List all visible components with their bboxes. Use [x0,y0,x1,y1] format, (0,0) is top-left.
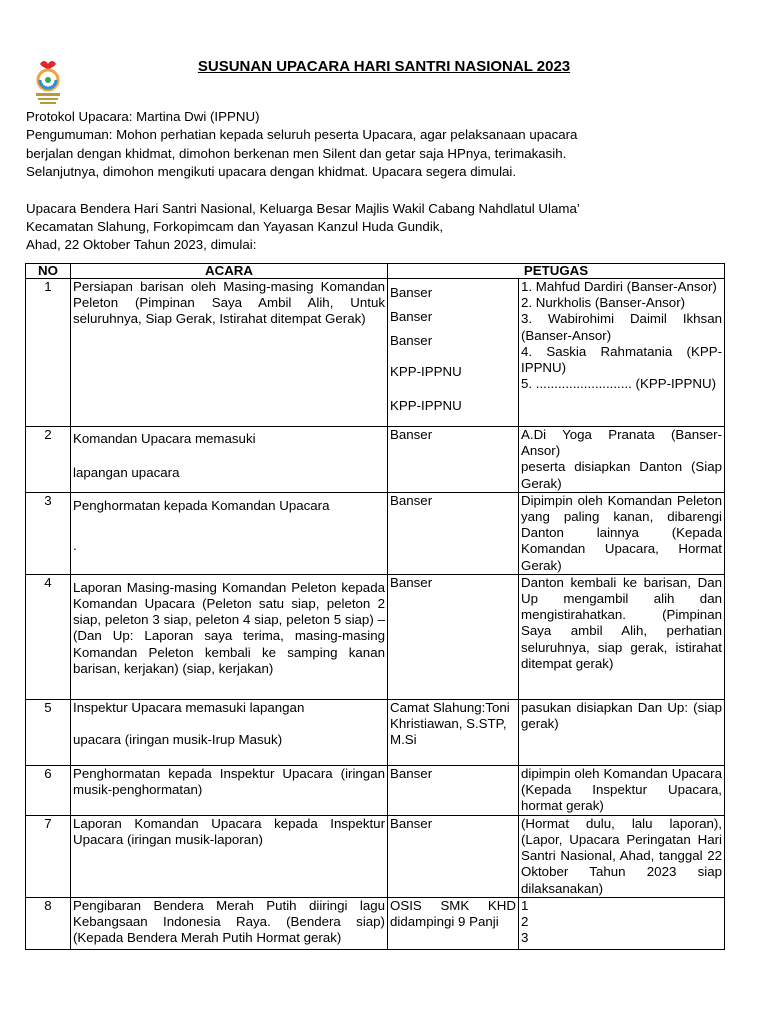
row-acara [71,427,388,493]
acara-line: Komandan Upacara memasuki [73,431,256,446]
schedule-table [25,263,725,950]
acara-line: Inspektur Upacara memasuki lapangan [73,699,305,715]
table-row [26,279,725,427]
petugas-line: A.Di Yoga Pranata (Banser-Ansor) [521,427,722,459]
table-row [26,765,725,815]
intro-section [26,108,726,255]
header-acara: ACARA [71,264,388,279]
table-row [26,815,725,897]
row-acara [71,699,388,765]
row-no: 7 [26,815,71,897]
unit-line: Banser [390,333,433,348]
page-title: SUSUNAN UPACARA HARI SANTRI NASIONAL 2023 [197,58,571,75]
row-acara: Penghormatan kepada Inspektur Upacara (iringan musik-penghormatan) [71,765,388,815]
unit-line: Banser [390,309,433,324]
petugas-line: 5. .......................... (KPP-IPPNU) [521,376,717,392]
unit-line: Banser [390,285,433,300]
row-petugas: (Hormat dulu, lalu laporan), (Lapor, Upacara Peringatan Hari Santri Nasional, Ahad, tanggal 22 Oktober Tahun 2023 siap dilaksanakan) [519,815,725,897]
row-unit: Banser [388,765,519,815]
row-unit: Banser [388,492,519,574]
table-row [26,897,725,949]
row-acara: Laporan Masing-masing Komandan Peleton kepada Komandan Upacara (Peleton satu siap, peleton 2 siap, peleton 3 siap, peleton 4 siap, peleton 5 siap) – (Dan Up: Laporan saya terima, masing-masing Komandan Peleton kembali ke samping kanan barisan, kerjakan) (siap, kerjakan) [71,574,388,699]
protokol-text: Protokol Upacara: Martina Dwi (IPPNU) [26,109,260,124]
row-no: 1 [26,279,71,427]
header-no: NO [26,264,71,279]
petugas-line: 3. Wabirohimi Daimil Ikhsan (Banser-Ansor) [521,311,722,343]
table-header-row [26,264,725,279]
petugas-line: 4. Saskia Rahmatania (KPP-IPPNU) [521,343,722,376]
row-no: 8 [26,897,71,949]
row-acara: Pengibaran Bendera Merah Putih diiringi lagu Kebangsaan Indonesia Raya. (Bendera siap) (Kepada Bendera Merah Putih Hormat gerak) [71,897,388,949]
acara-line: Penghormatan kepada Komandan Upacara [73,497,330,513]
row-petugas: dipimpin oleh Komandan Upacara (Kepada Inspektur Upacara, hormat gerak) [519,765,725,815]
row-no: 3 [26,492,71,574]
row-no: 4 [26,574,71,699]
petugas-line: 2. Nurkholis (Banser-Ansor) [521,295,686,311]
table-row [26,574,725,699]
row-unit: Banser [388,815,519,897]
row-unit: Banser [388,427,519,493]
row-petugas: Dipimpin oleh Komandan Peleton yang paling kanan, dibarengi Danton lainnya (Kepada Komandan Upacara, Hormat Gerak) [519,492,725,574]
petugas-line: 1 [521,897,529,913]
row-petugas [519,427,725,493]
unit-line: KPP-IPPNU [390,364,462,379]
row-petugas [519,897,725,949]
row-unit: Camat Slahung:Toni Khristiawan, S.STP, M.Si [388,699,519,765]
petugas-line: 2 [521,914,529,930]
row-petugas: pasukan disiapkan Dan Up: (siap gerak) [519,699,725,765]
table-row [26,699,725,765]
petugas-line: peserta disiapkan Danton (Siap Gerak) [521,459,722,491]
row-no: 5 [26,699,71,765]
row-petugas [519,279,725,427]
acara-line: upacara (iringan musik-Irup Masuk) [73,731,283,747]
upacara-line-3: Ahad, 22 Oktober Tahun 2023, dimulai: [26,237,257,253]
row-unit: OSIS SMK KHD didampingi 9 Panji [388,897,519,949]
row-no: 2 [26,427,71,493]
pengumuman-line-2: berjalan dengan khidmat, dimohon berkenan men Silent dan getar saja HPnya, terimakasih. [26,145,567,161]
row-unit: Banser [388,574,519,699]
unit-line: KPP-IPPNU [390,398,462,413]
row-unit [388,279,519,427]
pengumuman-line-1: Pengumuman: Mohon perhatian kepada seluruh peserta Upacara, agar pelaksanaan upacara [26,127,578,143]
pengumuman-line-3: Selanjutnya, dimohon mengikuti upacara dengan khidmat. Upacara segera dimulai. [26,164,517,180]
upacara-line-1: Upacara Bendera Hari Santri Nasional, Keluarga Besar Majlis Wakil Cabang Nahdlatul Ulama’ [26,200,580,216]
row-no: 6 [26,765,71,815]
petugas-line: 3 [521,930,529,946]
header-petugas: PETUGAS [388,264,725,279]
row-acara: Laporan Komandan Upacara kepada Inspektur Upacara (iringan musik-laporan) [71,815,388,897]
acara-line: lapangan upacara [73,465,180,480]
petugas-line: 1. Mahfud Dardiri (Banser-Ansor) [521,279,717,294]
table-row [26,492,725,574]
row-acara: Persiapan barisan oleh Masing-masing Komandan Peleton (Pimpinan Saya Ambil Alih, Untuk seluruhnya, Siap Gerak, Istirahat ditempat Gerak) [71,279,388,427]
upacara-line-2: Kecamatan Slahung, Forkopimcam dan Yayasan Kanzul Huda Gundik, [26,219,444,235]
acara-line: . [73,537,77,553]
table-row [26,427,725,493]
row-petugas: Danton kembali ke barisan, Dan Up mengambil alih dan mengistirahatkan. (Pimpinan Saya ambil Alih, perhatian seluruhnya, siap gerak, istirahat ditempat gerak) [519,574,725,699]
row-acara [71,492,388,574]
